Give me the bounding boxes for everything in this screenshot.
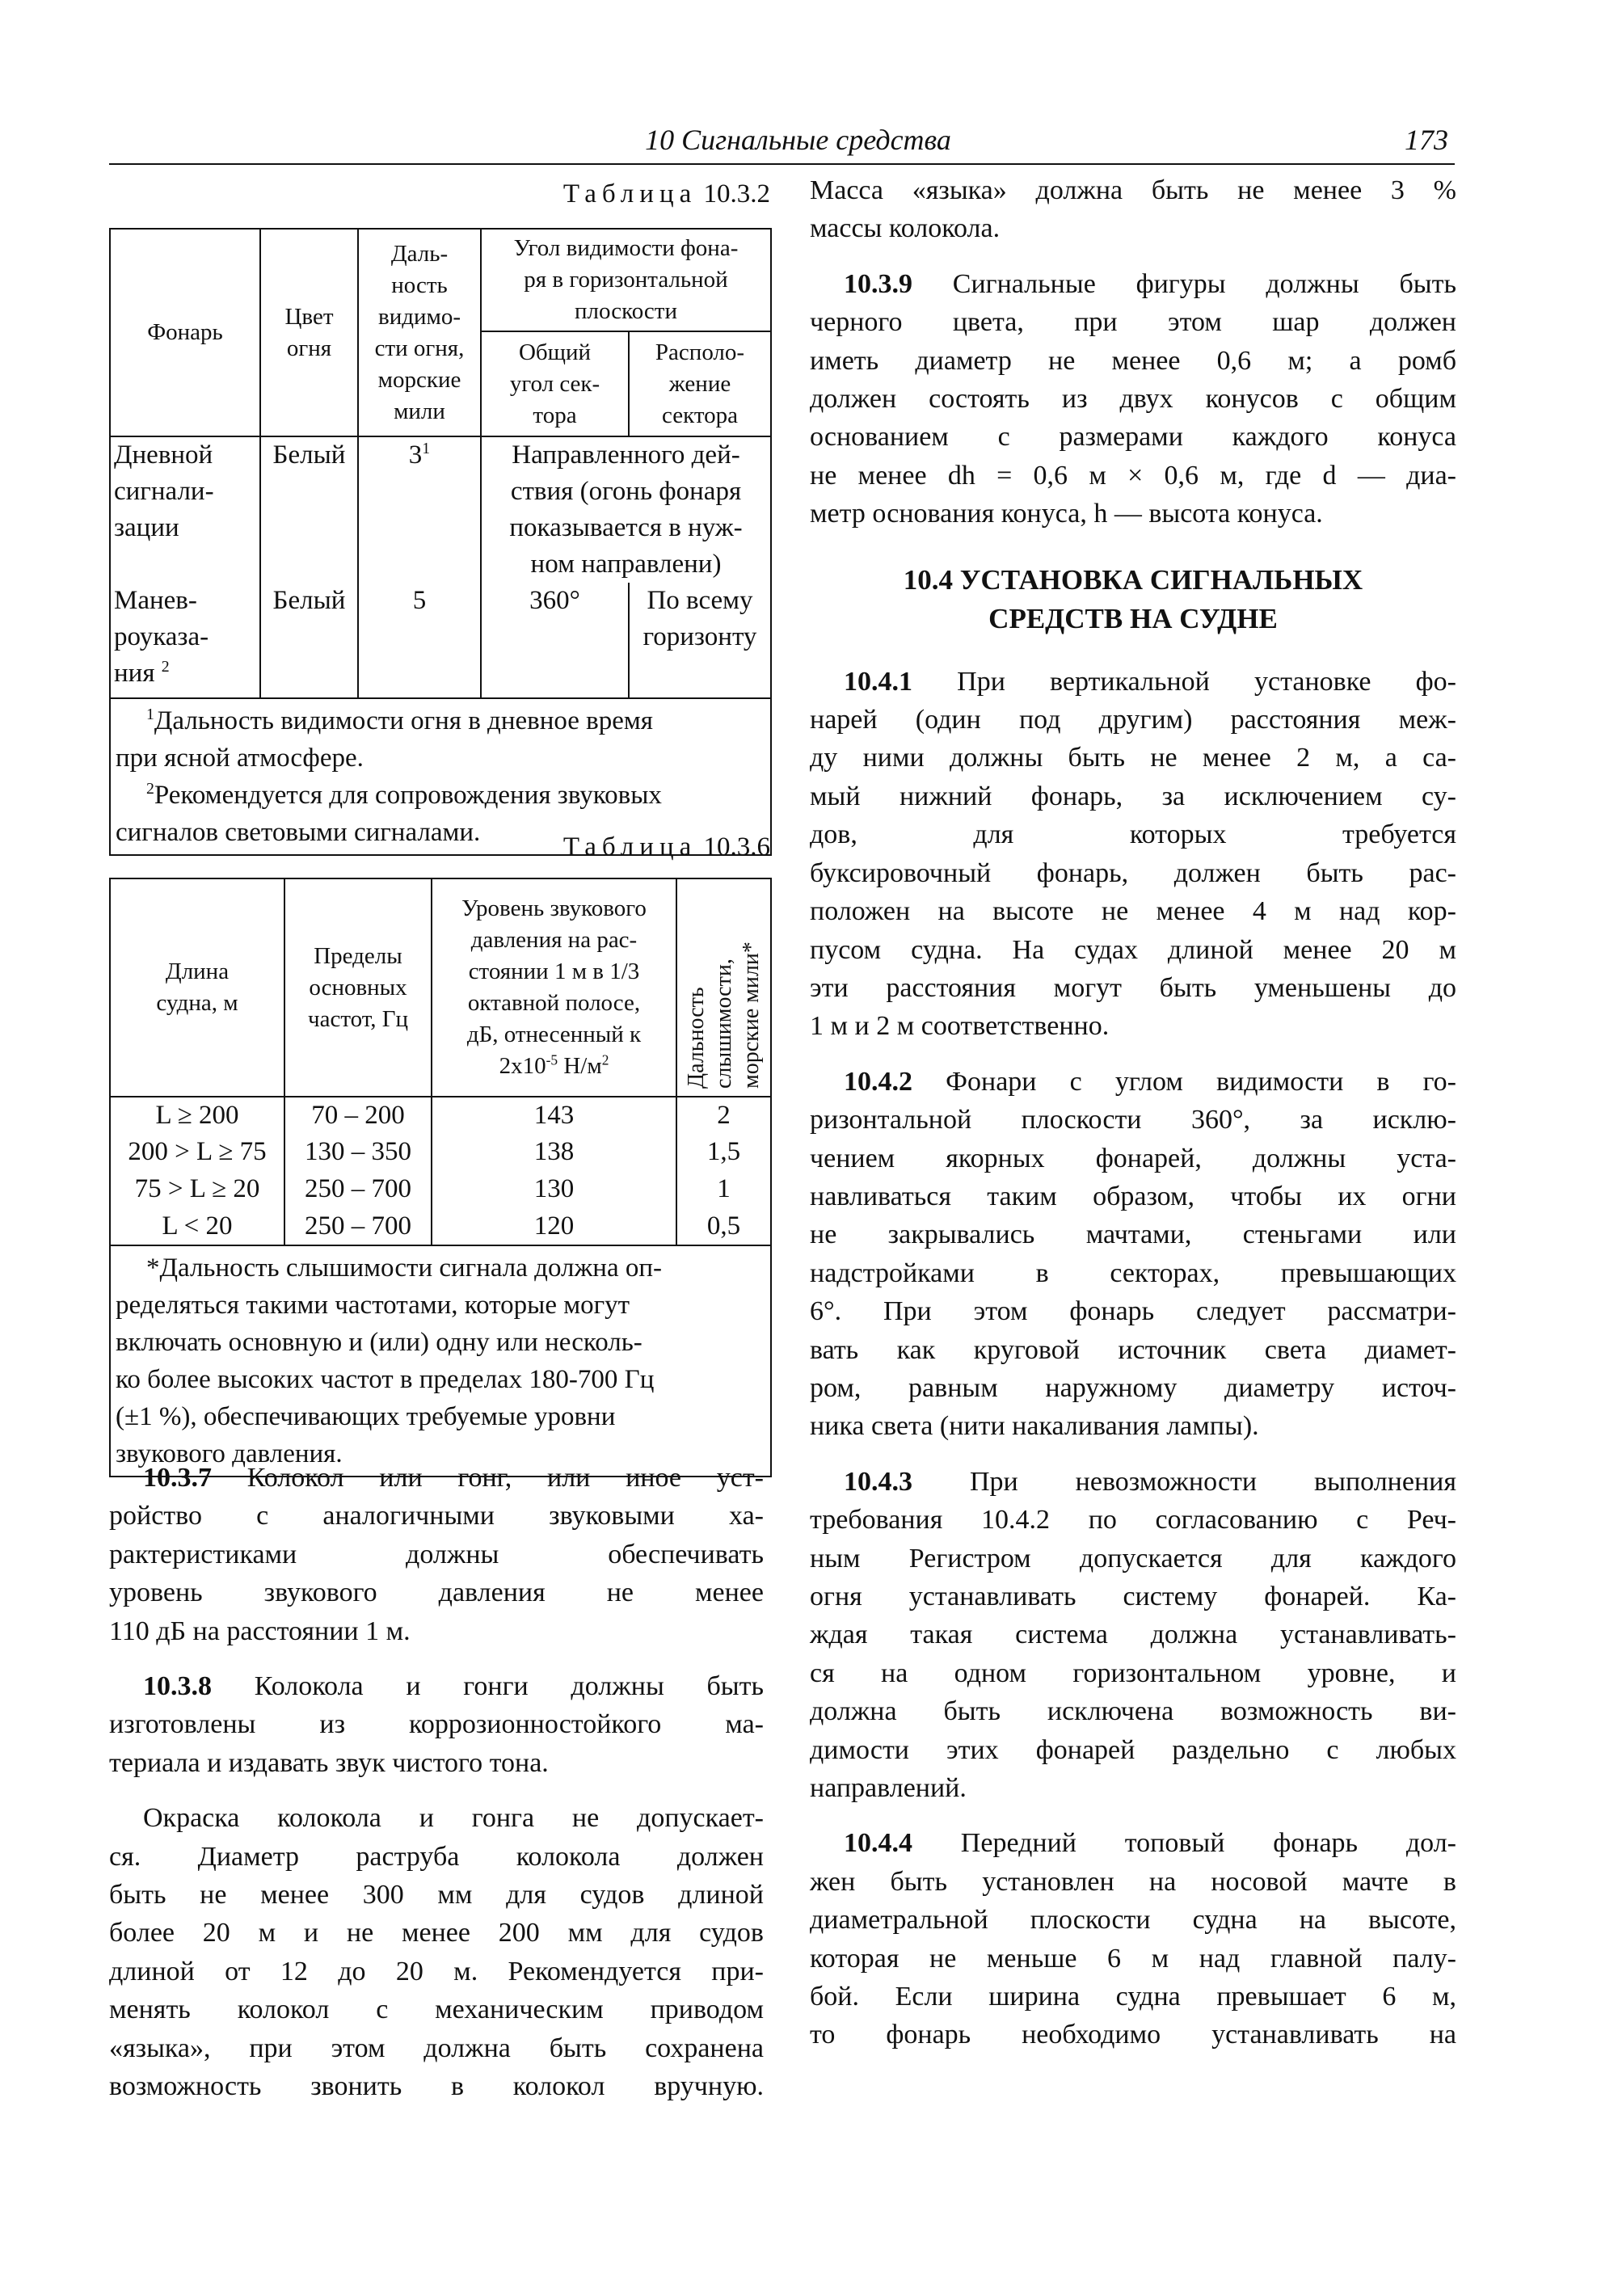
text-line (109, 1612, 764, 1650)
table-caption: Таблица 10.3.6 (562, 832, 770, 862)
footnote-line: $^1$Дальность видимости огня в дневное время (146, 706, 653, 735)
clause-number: 10.3.8 (143, 1671, 212, 1702)
cell-color: Белый (260, 436, 358, 583)
text-line (109, 1705, 764, 1743)
text-line (810, 931, 1456, 969)
text: иметь диаметр не менее 0,6 м; а ромб (810, 345, 1456, 376)
cell-range: 0,5 (676, 1208, 771, 1245)
footnote-line: ределяться такими частотами, которые могут (116, 1291, 630, 1320)
text-line (810, 1578, 1456, 1616)
text-line (810, 2016, 1456, 2054)
text: Сигнальные фигуры должны быть (952, 268, 1456, 299)
table-footnotes (110, 698, 771, 855)
text: ройство с аналогичными звуковыми ха- (109, 1501, 764, 1531)
table-row (110, 1134, 771, 1171)
text-line (810, 701, 1456, 739)
text: чением якорных фонарей, должны уста- (810, 1143, 1456, 1173)
text-line (109, 1838, 764, 1876)
text: При невозможности выполнения (969, 1466, 1456, 1497)
header-range: Даль- ность видимо- сти огня, морские мили (358, 229, 481, 436)
text-line (810, 815, 1456, 853)
text-line (810, 1901, 1456, 1939)
text-line (810, 1654, 1456, 1692)
text-line (810, 1101, 1456, 1139)
text-line (109, 1667, 764, 1705)
clause-number: 10.4.3 (844, 1466, 912, 1497)
table-10-3-6 (109, 832, 770, 1477)
text: ся на одном горизонтальном уровне, и (810, 1658, 1456, 1688)
table-caption: Таблица 10.3.2 (562, 179, 770, 209)
cell-freq: 70 – 200 (284, 1097, 432, 1134)
left-column-text (109, 1459, 764, 2123)
text: массы колокола. (810, 213, 1001, 244)
paragraph (109, 1459, 764, 1650)
text: направлений. (810, 1773, 967, 1804)
text: «языка», при этом должна быть сохранена (109, 2033, 764, 2063)
cell-freq: 130 – 350 (284, 1134, 432, 1171)
text-line (109, 1536, 764, 1573)
text-line (810, 380, 1456, 418)
clause-number: 10.4.1 (844, 666, 912, 697)
text: ся. Диаметр раструба колокола должен (109, 1841, 764, 1872)
cell-level: 138 (432, 1134, 676, 1171)
text: пусом судна. На судах длиной менее 20 м (810, 934, 1456, 965)
cell-range: 1 (676, 1171, 771, 1208)
text: навливаться таким образом, чтобы их огни (810, 1181, 1456, 1211)
footnote-line: при ясной атмосфере. (116, 744, 364, 773)
text: димости этих фонарей раздельно с любых (810, 1734, 1456, 1765)
table-row (110, 1208, 771, 1245)
header-color: Цвет огня (260, 229, 358, 436)
text-line (810, 1215, 1456, 1253)
text: ника света (нити накаливания лампы). (810, 1411, 1259, 1442)
text-line (109, 2029, 764, 2067)
text: бой. Если ширина судна превышает 6 м, (810, 1982, 1456, 2012)
cell-angle: Направленного дей- ствия (огонь фонаря показывается в нуж- ном направлени) (481, 436, 771, 583)
text-line (810, 1731, 1456, 1769)
cell-freq: 250 – 700 (284, 1208, 432, 1245)
text-line (810, 663, 1456, 701)
text: жен быть установлен на носовой мачте в (810, 1866, 1456, 1897)
text: огня устанавливать систему фонарей. Ка- (810, 1582, 1456, 1611)
paragraph (109, 1799, 764, 2105)
footnote-line: $^2$Рекомендуется для сопровождения звуковых (146, 780, 662, 810)
text-line (109, 1991, 764, 2028)
text: Колокола и гонги должны быть (254, 1671, 765, 1702)
clause-number: 10.3.9 (844, 268, 912, 299)
text: которая не меньше 6 м над главной палу- (810, 1943, 1456, 1974)
text: Колокол или гонг, или иное уст- (246, 1463, 764, 1493)
text-line (810, 457, 1456, 495)
text: надстройками в секторах, превышающих (810, 1258, 1456, 1288)
text-line (810, 303, 1456, 341)
table-footnote (110, 1245, 771, 1477)
text-line (810, 777, 1456, 815)
table-row (110, 583, 771, 698)
text-line (109, 1799, 764, 1837)
text-line (810, 1177, 1456, 1215)
cell-range: 2 (676, 1097, 771, 1134)
cell-length: L < 20 (110, 1208, 284, 1245)
text-line (810, 1331, 1456, 1369)
header-angle: Угол видимости фона- ря в горизонтальной плоскости (481, 229, 771, 331)
text-line (810, 1254, 1456, 1292)
text: менять колокол с механическим приводом (109, 1995, 764, 2025)
cell-length: 200 > L ≥ 75 (110, 1134, 284, 1171)
paragraph (810, 663, 1456, 1046)
running-header (109, 120, 1455, 165)
table-row (110, 1097, 771, 1134)
text-line (109, 1744, 764, 1782)
text-line (810, 418, 1456, 456)
text: то фонарь необходимо устанавливать на (810, 2020, 1456, 2050)
cell-color: Белый (260, 583, 358, 698)
clause-number: 10.3.7 (143, 1463, 212, 1493)
text-line (109, 2067, 764, 2105)
text-line (810, 1863, 1456, 1901)
paragraph (810, 1063, 1456, 1446)
text: 6°. При этом фонарь следует рассматри- (810, 1296, 1456, 1327)
text-line (810, 265, 1456, 303)
text-line (109, 1876, 764, 1914)
text: Окраска колокола и гонга не допускает- (143, 1803, 764, 1834)
cell-level: 143 (432, 1097, 676, 1134)
cell-position: По всему горизонту (629, 583, 771, 698)
cell-range: 1,5 (676, 1134, 771, 1171)
text: должна быть исключена возможность ви- (810, 1696, 1456, 1727)
text-line (810, 1407, 1456, 1445)
text: возможность звонить в колокол вручную. (109, 2071, 764, 2102)
text-line (810, 1369, 1456, 1407)
table-row (110, 1171, 771, 1208)
footnote-line: сигналов световыми сигналами. (116, 818, 481, 847)
text: нарей (один под другим) расстояния меж- (810, 705, 1456, 735)
text: ждая такая система должна устанавливать- (810, 1620, 1456, 1650)
clause-number: 10.4.2 (844, 1066, 912, 1097)
header-position: Располо- жение сектора (629, 331, 771, 436)
section-heading: 10.4 УСТАНОВКА СИГНАЛЬНЫХ СРЕДСТВ НА СУДНЕ (903, 563, 1363, 634)
text: ризонтальной плоскости 360°, за исклю- (810, 1105, 1456, 1135)
text-line (810, 1824, 1456, 1862)
text: дов, для которых требуется (810, 819, 1456, 850)
text-line (810, 892, 1456, 930)
footnote-line: (±1 %), обеспечивающих требуемые уровни (116, 1402, 616, 1431)
table-10-3-2 (109, 179, 770, 856)
text: Передний топовый фонарь дол- (960, 1828, 1456, 1859)
text: мый нижний фонарь, за исключением су- (810, 781, 1456, 811)
text: быть не менее 300 мм для судов длиной (109, 1880, 764, 1911)
text: длиной от 12 до 20 м. Рекомендуется при- (109, 1956, 764, 1986)
text: териала и издавать звук чистого тона. (109, 1747, 549, 1778)
text-line (810, 739, 1456, 777)
header-level: Уровень звукового давления на рас- стоянии 1 м в 1/3 октавной полосе, дБ, отнесенный к $2x10^{-5}$ $Н/м^2$ (432, 878, 676, 1097)
text: более 20 м и не менее 200 мм для судов (109, 1918, 764, 1948)
cell-lamp: Дневной сигнали- зации (110, 436, 260, 583)
text: рактеристиками должны обеспечивать (109, 1539, 764, 1569)
text-line (810, 1616, 1456, 1654)
right-column-text (810, 171, 1456, 2071)
text-line (109, 1497, 764, 1535)
text: 1 м и 2 м соответственно. (810, 1011, 1110, 1042)
text: требования 10.4.2 по согласованию с Реч- (810, 1505, 1456, 1536)
text: метр основания конуса, h — высота конуса. (810, 499, 1323, 529)
text-line (810, 1978, 1456, 2016)
text: ду ними должны быть не менее 2 м, а са- (810, 743, 1456, 773)
text: ным Регистром допускается для каждого (810, 1543, 1456, 1573)
text-line (810, 1140, 1456, 1177)
text: не менее dh = 0,6 м × 0,6 м, где d — диа- (810, 460, 1456, 491)
paragraph (810, 265, 1456, 533)
text: основанием с размерами каждого конуса (810, 422, 1456, 453)
cell-level: 120 (432, 1208, 676, 1245)
text: При вертикальной установке фо- (957, 666, 1456, 697)
text: Масса «языка» должна быть не менее 3 % (810, 175, 1456, 205)
header-lamp: Фонарь (110, 229, 260, 436)
paragraph (109, 1667, 764, 1782)
cell-lamp: Манев- роуказа- ния $^2$ (110, 583, 260, 698)
cell-length: 75 > L ≥ 20 (110, 1171, 284, 1208)
text: изготовлены из коррозионностойкого ма- (109, 1709, 764, 1740)
text-line (810, 1463, 1456, 1501)
text-line (810, 342, 1456, 380)
text-line (109, 1573, 764, 1611)
page-number: 173 (1405, 124, 1448, 156)
text: диаметральной плоскости судна на высоте, (810, 1905, 1456, 1936)
text-line (810, 1692, 1456, 1730)
text: положен на высоте не менее 4 м над кор- (810, 896, 1456, 927)
text: не закрывались мачтами, стеньгами или (810, 1220, 1456, 1250)
text-line (810, 1501, 1456, 1539)
text: вать как круговой источник света диамет- (810, 1334, 1456, 1365)
text: ром, равным наружному диаметру источ- (810, 1372, 1456, 1403)
clause-number: 10.4.4 (844, 1828, 912, 1859)
text-line (810, 495, 1456, 533)
cell-total-angle: 360° (481, 583, 629, 698)
text: должен состоять из двух конусов с общим (810, 384, 1456, 415)
paragraph (810, 171, 1456, 248)
footnote-line: ко более высоких частот в пределах 180-700 Гц (116, 1365, 655, 1394)
text: Фонари с углом видимости в го- (946, 1066, 1457, 1097)
text-line (810, 1292, 1456, 1330)
text: 110 дБ на расстоянии 1 м. (109, 1616, 411, 1646)
text-line (810, 209, 1456, 247)
text-line (810, 1769, 1456, 1807)
text-line (109, 1459, 764, 1497)
text-line (810, 171, 1456, 209)
cell-range: $3^1$ (358, 436, 481, 583)
text: черного цвета, при этом шар должен (810, 307, 1456, 338)
header-audibility: Дальность слышимости, морские мили* (676, 878, 771, 1097)
text-line (810, 969, 1456, 1007)
text-line (109, 1914, 764, 1952)
footnote-line: включать основную и (или) одну или несколь- (116, 1328, 643, 1357)
cell-level: 130 (432, 1171, 676, 1208)
footnote-line: звукового давления. (116, 1439, 343, 1468)
paragraph (810, 1824, 1456, 2054)
text: буксировочный фонарь, должен быть рас- (810, 857, 1456, 888)
table-row (110, 436, 771, 583)
text-line (810, 854, 1456, 892)
text-line (810, 1063, 1456, 1101)
header-freq: Пределы основных частот, Гц (284, 878, 432, 1097)
cell-freq: 250 – 700 (284, 1171, 432, 1208)
text: эти расстояния могут быть уменьшены до (810, 972, 1456, 1003)
text-line (810, 1007, 1456, 1045)
chapter-title: 10 Сигнальные средства (645, 124, 951, 156)
header-total-angle: Общий угол сек- тора (481, 331, 629, 436)
text-line (810, 1540, 1456, 1578)
cell-range: 5 (358, 583, 481, 698)
cell-length: L ≥ 200 (110, 1097, 284, 1134)
paragraph (810, 1463, 1456, 1808)
text: уровень звукового давления не менее (109, 1578, 764, 1608)
header-length: Длина судна, м (110, 878, 284, 1097)
text-line (109, 1953, 764, 1991)
footnote-line: *Дальность слышимости сигнала должна оп- (146, 1253, 662, 1283)
text-line (810, 1940, 1456, 1978)
